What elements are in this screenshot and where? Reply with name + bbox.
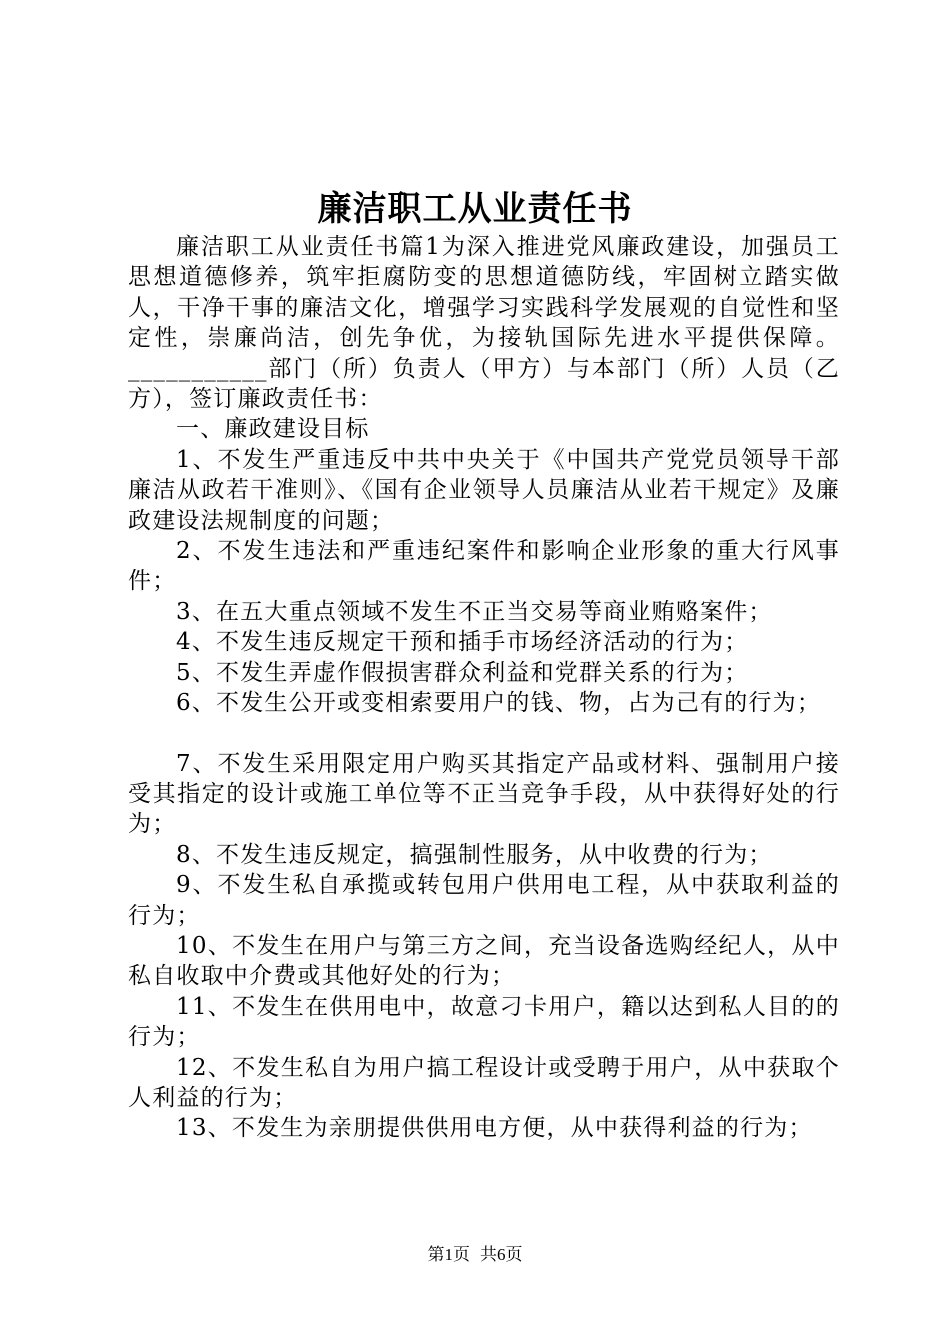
paragraph-item-7: 7、不发生采用限定用户购买其指定产品或材料、强制用户接受其指定的设计或施工单位等不正当竞争手段，从中获得好处的行为；: [128, 750, 840, 838]
document-body: [128, 232, 840, 1144]
paragraph-item-13: 13、不发生为亲朋提供供用电方便，从中获得利益的行为；: [176, 1115, 813, 1142]
paragraph-item-1: 1、不发生严重违反中共中央关于《中国共产党党员领导干部廉洁从政若干准则》、《国有企业领导人员廉洁从业若干规定》及廉政建设法规制度的问题；: [128, 446, 840, 534]
page-number-total: 共6页: [480, 1245, 523, 1264]
paragraph-item-6: 6、不发生公开或变相索要用户的钱、物，占为己有的行为；: [176, 690, 822, 717]
paragraph-item-3: 3、在五大重点领域不发生不正当交易等商业贿赂案件；: [176, 598, 773, 625]
paragraph-item-8: 8、不发生违反规定，搞强制性服务，从中收费的行为；: [176, 841, 773, 868]
paragraph-item-9: 9、不发生私自承揽或转包用户供用电工程，从中获取利益的行为；: [128, 872, 840, 929]
paragraph-item-2: 2、不发生违法和严重违纪案件和影响企业形象的重大行风事件；: [128, 538, 840, 595]
document-title: 廉洁职工从业责任书: [317, 189, 633, 229]
paragraph-item-10: 10、不发生在用户与第三方之间，充当设备选购经纪人，从中私自收取中介费或其他好处的行为；: [128, 932, 840, 990]
paragraph-section-heading: 一、廉政建设目标: [176, 416, 370, 443]
paragraph-item-12: 12、不发生私自为用户搞工程设计或受聘于用户，从中获取个人利益的行为；: [128, 1054, 840, 1111]
paragraph-item-4: 4、不发生违反规定干预和插手市场经济活动的行为；: [176, 629, 749, 656]
paragraph-intro: 廉洁职工从业责任书篇1为深入推进党风廉政建设，加强员工思想道德修养，筑牢拒腐防变的思想道德防线，牢固树立踏实做人，干净干事的廉洁文化，增强学习实践科学发展观的自觉性和坚定性，崇廉尚洁，创先争优，为接轨国际先进水平提供保障。___________部门（所）负责人（甲方）与本部门（所）人员（乙方），签订廉政责任书：: [128, 234, 840, 413]
page-footer: [0, 1240, 950, 1265]
blank-line: [128, 719, 840, 749]
paragraph-item-11: 11、不发生在供用电中，故意刁卡用户，籍以达到私人目的的行为；: [128, 993, 840, 1051]
paragraph-item-5: 5、不发生弄虚作假损害群众利益和党群关系的行为；: [176, 659, 749, 686]
page-number-current: 第1页: [427, 1245, 470, 1264]
